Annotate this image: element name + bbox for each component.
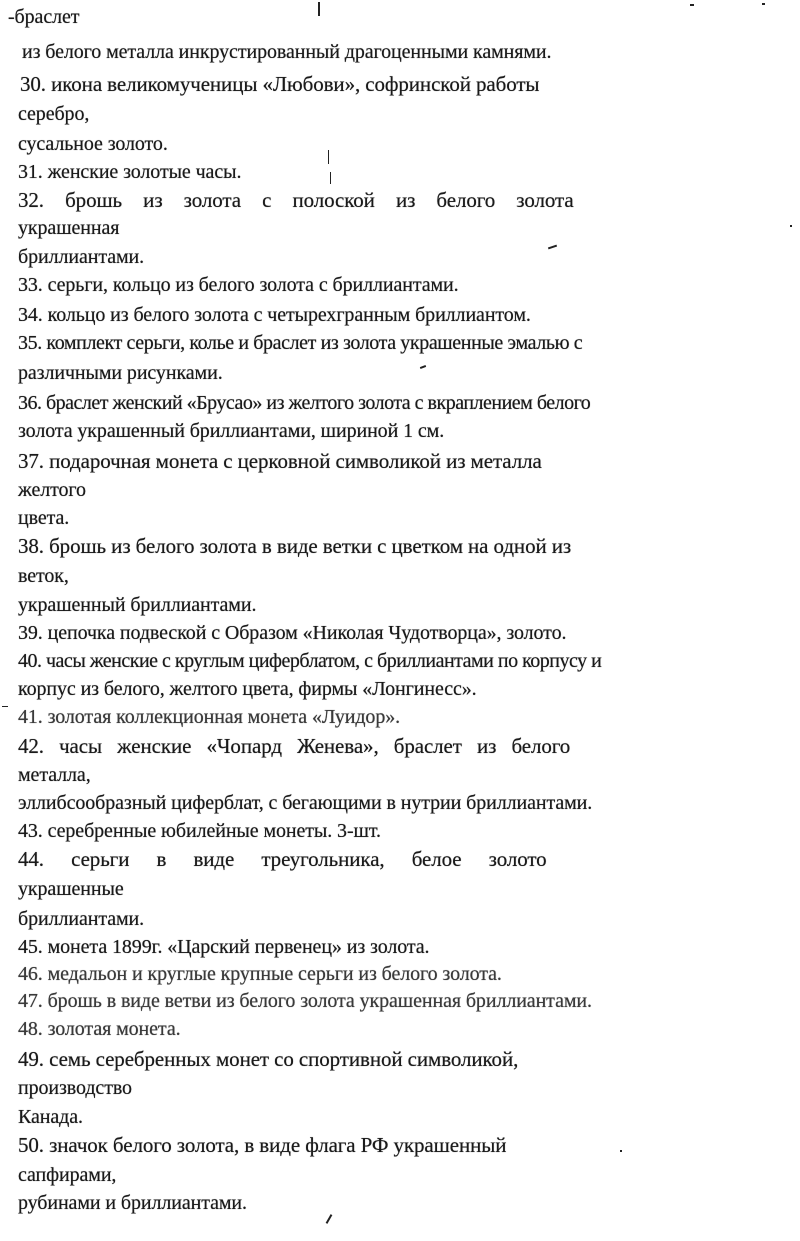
text-line-30: 44. серьги в виде треугольника, белое золото [18, 847, 547, 871]
text-line-28: эллибсообразный циферблат, с бегающими в нутрии бриллиантами. [18, 792, 593, 814]
text-line-32: бриллиантами. [18, 908, 145, 930]
text-line-3: 30. икона великомученицы «Любови», софринской работы [20, 72, 540, 96]
text-line-27: металла, [18, 764, 91, 786]
text-line-18: цвета. [18, 507, 70, 529]
text-line-7: 32. брошь из золота с полоской из белого золота [18, 188, 574, 212]
scan-speck [318, 2, 320, 16]
text-line-36: 48. золотая монета. [18, 1018, 181, 1040]
text-line-4: серебро, [18, 103, 90, 125]
text-line-15: золота украшенный бриллиантами, шириной 1 см. [18, 420, 445, 442]
text-line-8: украшенная [18, 217, 120, 239]
scan-speck [328, 150, 329, 164]
text-line-14: 36. браслет женский «Брусао» из желтого золота с вкраплением белого [18, 392, 591, 414]
text-line-31: украшенные [18, 878, 124, 900]
text-line-23: 40. часы женские с круглым циферблатом, с бриллиантами по корпусу и [18, 650, 602, 672]
scan-speck [326, 1214, 333, 1224]
text-line-1: -браслет [8, 6, 80, 28]
scan-speck [790, 225, 792, 227]
text-line-17: желтого [18, 479, 86, 501]
text-line-6: 31. женские золотые часы. [18, 161, 242, 183]
scan-speck [620, 1150, 622, 1152]
text-line-34: 46. медальон и круглые крупные серьги из белого золота. [18, 963, 502, 985]
text-line-5: сусальное золото. [18, 133, 168, 155]
text-line-33: 45. монета 1899г. «Царский первенец» из золота. [18, 936, 430, 958]
text-line-21: украшенный бриллиантами. [18, 594, 257, 616]
scan-speck [762, 3, 765, 5]
text-line-12: 35. комплект серьги, колье и браслет из золота украшенные эмалью с [18, 332, 583, 354]
text-line-41: сапфирами, [18, 1164, 117, 1186]
text-line-35: 47. брошь в виде ветви из белого золота украшенная бриллиантами. [18, 990, 592, 1012]
text-line-26: 42. часы женские «Чопард Женева», браслет из белого [18, 734, 571, 758]
text-line-16: 37. подарочная монета с церковной символикой из металла [18, 449, 542, 473]
text-line-10: 33. серьги, кольцо из белого золота с бриллиантами. [18, 274, 459, 296]
scan-speck [420, 365, 426, 369]
text-line-13: различными рисунками. [18, 362, 223, 384]
text-line-24: корпус из белого, желтого цвета, фирмы «Лонгинесс». [18, 678, 477, 700]
scan-speck [548, 245, 557, 250]
text-line-25: 41. золотая коллекционная монета «Луидор». [18, 706, 401, 728]
scan-speck [2, 706, 8, 707]
text-line-11: 34. кольцо из белого золота с четырехгранным бриллиантом. [18, 304, 531, 326]
text-line-37: 49. семь серебренных монет со спортивной символикой, [18, 1047, 519, 1071]
scan-speck [690, 4, 694, 6]
scan-speck [330, 172, 331, 184]
text-line-39: Канада. [18, 1106, 83, 1128]
text-line-19: 38. брошь из белого золота в виде ветки с цветком на одной из [18, 534, 572, 558]
text-line-20: веток, [18, 565, 69, 587]
text-line-38: производство [18, 1077, 132, 1099]
text-line-40: 50. значок белого золота, в виде флага РФ украшенный [18, 1133, 507, 1157]
text-line-29: 43. серебренные юбилейные монеты. 3-шт. [18, 820, 381, 842]
text-line-42: рубинами и бриллиантами. [18, 1192, 247, 1214]
text-line-2: из белого металла инкрустированный драгоценными камнями. [22, 41, 552, 63]
text-line-22: 39. цепочка подвеской с Образом «Николая Чудотворца», золото. [18, 622, 567, 644]
text-line-9: бриллиантами. [18, 246, 145, 268]
